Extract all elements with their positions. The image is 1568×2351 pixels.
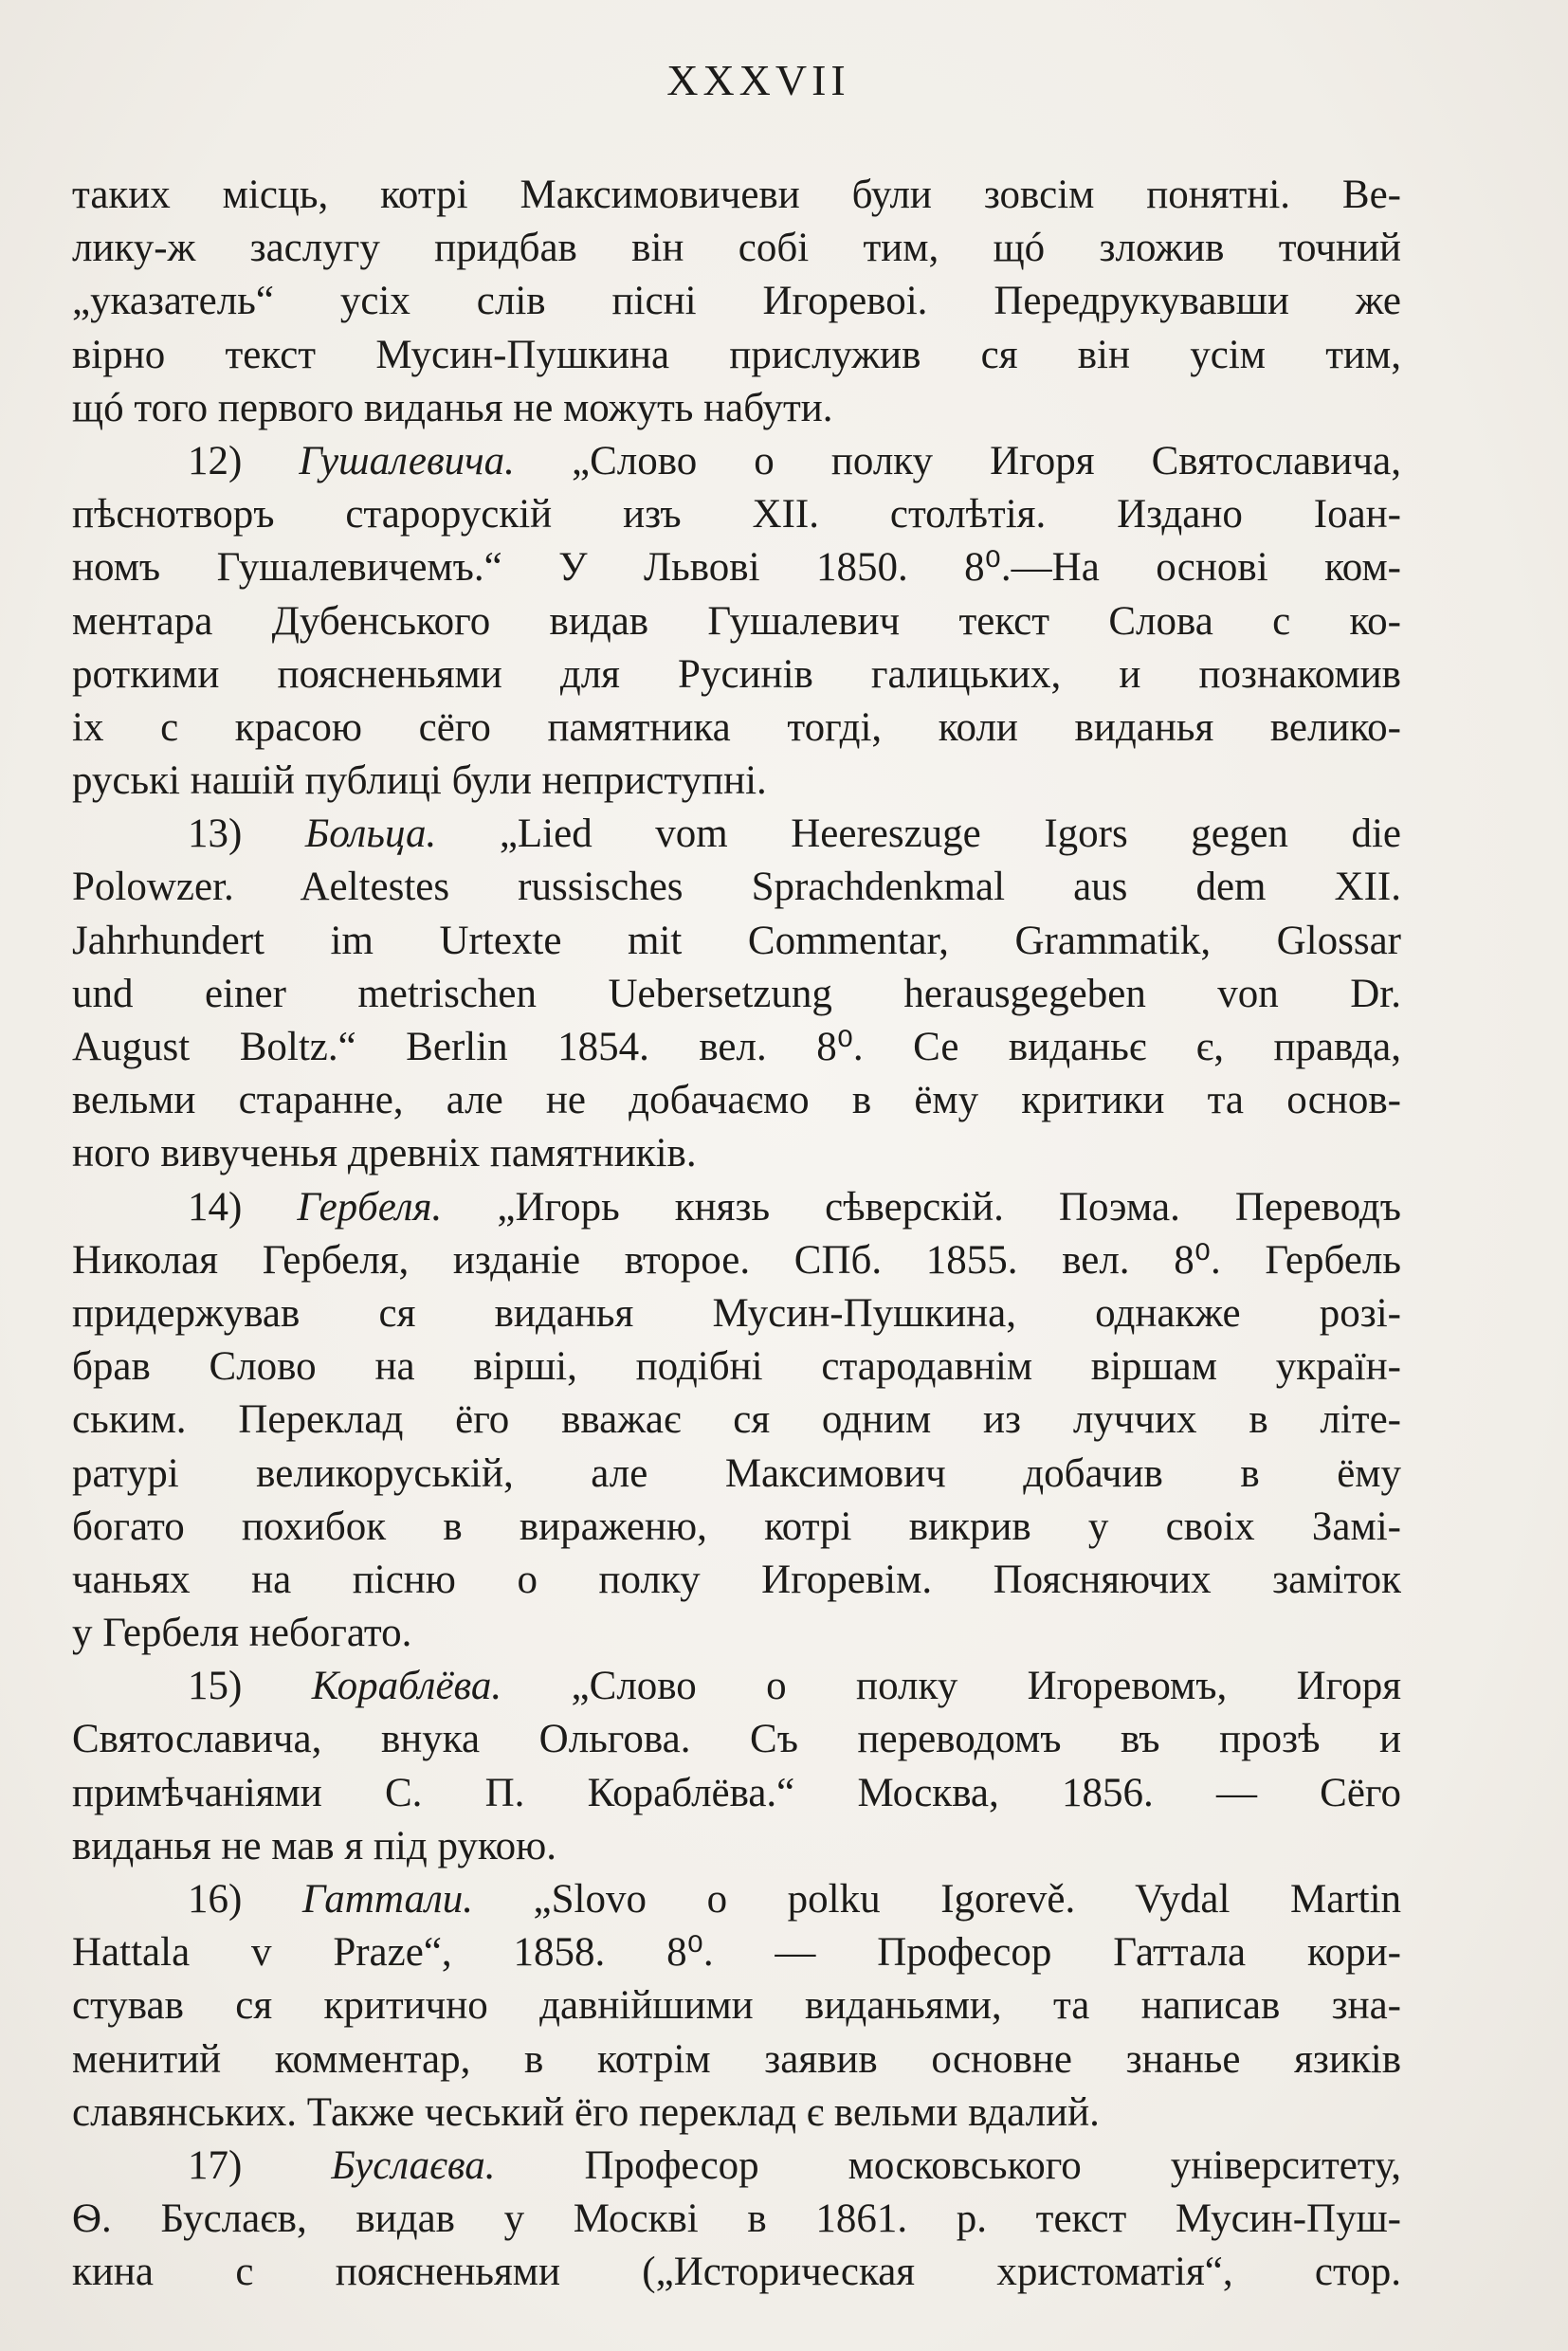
text-line: und einer metrischen Uebersetzung herausgegeben von Dr. [72, 971, 1401, 1016]
body-text [72, 169, 1401, 2300]
entry-title-text: „Slovo o polku Igorevě. Vydal Martin [533, 1877, 1401, 1922]
entry-heading-line [72, 1873, 1401, 1926]
entry-heading-line [72, 1181, 1401, 1234]
paragraph [72, 169, 1401, 435]
entry-author: Гаттали. [301, 1877, 473, 1922]
text-line: ським. Переклад ёго вважає ся одним из луччих в літе- [72, 1397, 1401, 1443]
entry-title-text: „Слово о полку Игоревомъ, Игоря [571, 1664, 1401, 1709]
page-number: XXXVII [666, 56, 850, 104]
text-line: у Гербеля небогато. [72, 1611, 412, 1656]
text-line: лику-ж заслугу придбав він собі тим, щó зложив точний [72, 226, 1401, 271]
text-line: вельми старанне, але не добачаємо в ёму критики та основ- [72, 1078, 1401, 1123]
text-line: Святославича, внука Ольгова. Съ переводомъ въ прозѣ и [72, 1717, 1401, 1762]
entry-number: 12) [188, 438, 243, 483]
entry-title-text: „Слово о полку Игоря Святославича, [571, 438, 1401, 483]
text-line: придержував ся виданья Мусин-Пушкина, однакже розі- [72, 1290, 1401, 1336]
text-line: щó того первого виданья не можуть набути. [72, 385, 833, 430]
text-line: роткими поясненьями для Русинів галицьких, и познакомив [72, 651, 1401, 697]
text-line: стував ся критично давнійшими виданьями, та написав зна- [72, 1983, 1401, 2029]
text-line: „указатель“ усіх слів пісні Игоревоі. Передрукувавши же [72, 279, 1401, 324]
entry-heading-line [72, 1660, 1401, 1713]
entry-author: Больца. [304, 811, 437, 857]
entry-author: Гушалевича. [299, 438, 515, 483]
text-line: вірно текст Мусин-Пушкина прислужив ся він усім тим, [72, 332, 1401, 377]
text-line: Николая Гербеля, изданіе второе. СПб. 1855. вел. 8⁰. Гербель [72, 1237, 1401, 1283]
entry-number: 17) [188, 2142, 243, 2188]
entry-number: 15) [188, 1664, 243, 1709]
text-line: руські нашій публиці були неприступні. [72, 758, 767, 804]
entry-number: 14) [188, 1184, 243, 1230]
paragraph [72, 1873, 1401, 2140]
text-line: Jahrhundert im Urtexte mit Commentar, Grammatik, Glossar [72, 918, 1401, 963]
text-line: виданья не мав я під рукою. [72, 1823, 556, 1868]
text-line: брав Слово на вірші, подібні стародавнім віршам україн- [72, 1344, 1401, 1390]
paragraph [72, 2140, 1401, 2300]
text-line: кина с поясненьями („Историческая христоматія“, стор. [72, 2250, 1401, 2295]
text-line: ного вивученья древніх памятників. [72, 1131, 697, 1176]
entry-author: Кораблёва. [311, 1664, 502, 1709]
text-line: номъ Гушалевичемъ.“ У Львові 1850. 8⁰.—На основі ком- [72, 545, 1401, 591]
text-line: Polowzer. Aeltestes russisches Sprachdenkmal aus dem XII. [72, 865, 1401, 910]
entry-heading-line [72, 435, 1401, 488]
entry-author: Буслаєва. [331, 2142, 496, 2188]
paragraph [72, 808, 1401, 1180]
entry-title-text: Професор московського університету, [584, 2142, 1401, 2188]
text-line: таких місць, котрі Максимовичеви були зовсім понятні. Ве- [72, 173, 1401, 217]
entry-heading-line [72, 2140, 1401, 2193]
text-line: менитий комментар, в котрім заявив основне знанье язиків [72, 2036, 1401, 2082]
text-line: іх с красою сёго памятника тогді, коли виданья велико- [72, 704, 1401, 750]
text-line: примѣчаніями С. П. Кораблёва.“ Москва, 1856. — Сёго [72, 1770, 1401, 1815]
entry-heading-line [72, 808, 1401, 861]
entry-title-text: „Игорь князь сѣверскій. Поэма. Переводъ [497, 1184, 1401, 1230]
text-line: ментара Дубенського видав Гушалевич текст Слова с ко- [72, 598, 1401, 644]
paragraph [72, 1660, 1401, 1873]
paragraph [72, 435, 1401, 808]
text-line: пѣснотворъ старорускій изъ XII. столѣтія. Издано Іоан- [72, 492, 1401, 538]
text-line: чаньях на пісню о полку Игоревім. Поясняючих заміток [72, 1557, 1401, 1602]
text-line: Hattala v Praze“, 1858. 8⁰. — Професор Гаттала кори- [72, 1930, 1401, 1976]
text-line: ратурі великоруській, але Максимович добачив в ёму [72, 1450, 1401, 1496]
entry-author: Гербеля. [297, 1184, 443, 1230]
text-line: славянських. Также чеський ёго переклад є вельми вдалий. [72, 2089, 1100, 2135]
entry-number: 16) [188, 1877, 243, 1922]
entry-number: 13) [188, 811, 243, 857]
text-line: богато похибок в вираженю, котрі викрив у своіх Замі- [72, 1504, 1401, 1549]
entry-title-text: „Lied vom Heereszuge Igors gegen die [499, 811, 1401, 857]
paragraph [72, 1181, 1401, 1661]
text-line: Ѳ. Буслаєв, видав у Москві в 1861. р. текст Мусин-Пуш- [72, 2196, 1401, 2242]
text-line: August Boltz.“ Berlin 1854. вел. 8⁰. Се виданьє є, правда, [72, 1025, 1401, 1069]
